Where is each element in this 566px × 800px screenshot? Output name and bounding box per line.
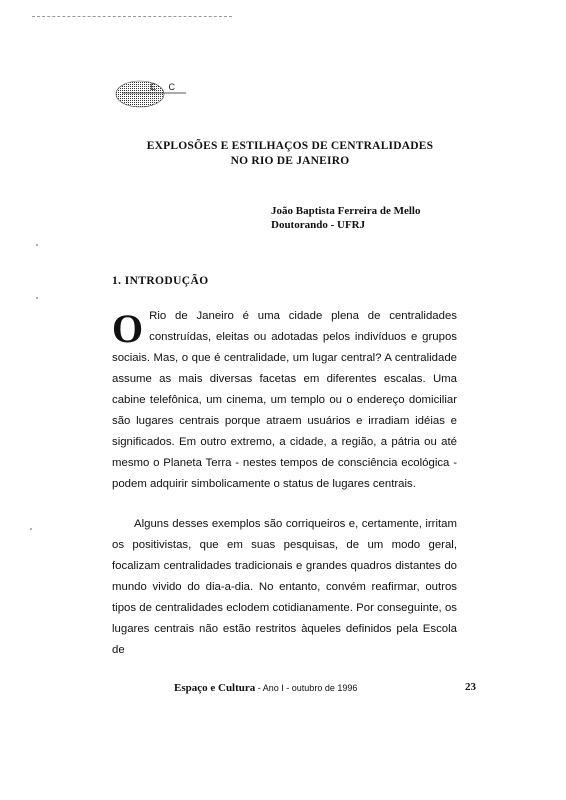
paragraph-1-text: Rio de Janeiro é uma cidade plena de centralidades construídas, eleitas ou adotadas pelos indivíduos e grupos sociais. Mas, o que é centralidade, um lugar central? A centralidade assume as mais diversas facetas em diferentes escalas. Uma cabine telefônica, um cinema, um templo ou o endereço domiciliar são lugares centrais porque atraem usuários e irradiam idéias e significados. Em outro extremo, a cidade, a região, a pátria ou até mesmo o Planeta Terra - nestes tempos de consciência ecológica - podem adquirir simbolicamente o status de lugares centrais. [112, 310, 457, 490]
scan-artifact-line [32, 16, 232, 17]
scan-artifact-dot [30, 528, 32, 530]
author-name: João Baptista Ferreira de Mello [271, 205, 421, 217]
scan-artifact-dot [36, 244, 38, 246]
page-number: 23 [465, 681, 476, 693]
author-affiliation: Doutorando - UFRJ [271, 219, 366, 231]
journal-name: Espaço e Cultura [174, 682, 256, 694]
article-title-line2: NO RIO DE JANEIRO [230, 155, 350, 167]
paragraph-1 [112, 306, 457, 495]
section-heading: 1. INTRODUÇÃO [112, 275, 209, 287]
issue-info: - Ano I - outubro de 1996 [255, 683, 358, 693]
logo-text: E C [150, 82, 181, 92]
footer [174, 682, 357, 694]
article-title-line1: EXPLOSÕES E ESTILHAÇOS DE CENTRALIDADES [146, 140, 434, 152]
drop-cap: O [112, 306, 144, 351]
scan-artifact-dot [36, 297, 38, 299]
paragraph-2: Alguns desses exemplos são corriqueiros e, certamente, irritam os positivistas, que em suas pesquisas, de um modo geral, focalizam centralidades tradicionais e grandes quadros distantes do mundo vivido do dia-a-dia. No entanto, convém reafirmar, outros tipos de centralidades eclodem cotidianamente. Por conseguinte, os lugares centrais não estão restritos àqueles definidos pela Escola de [112, 518, 457, 656]
